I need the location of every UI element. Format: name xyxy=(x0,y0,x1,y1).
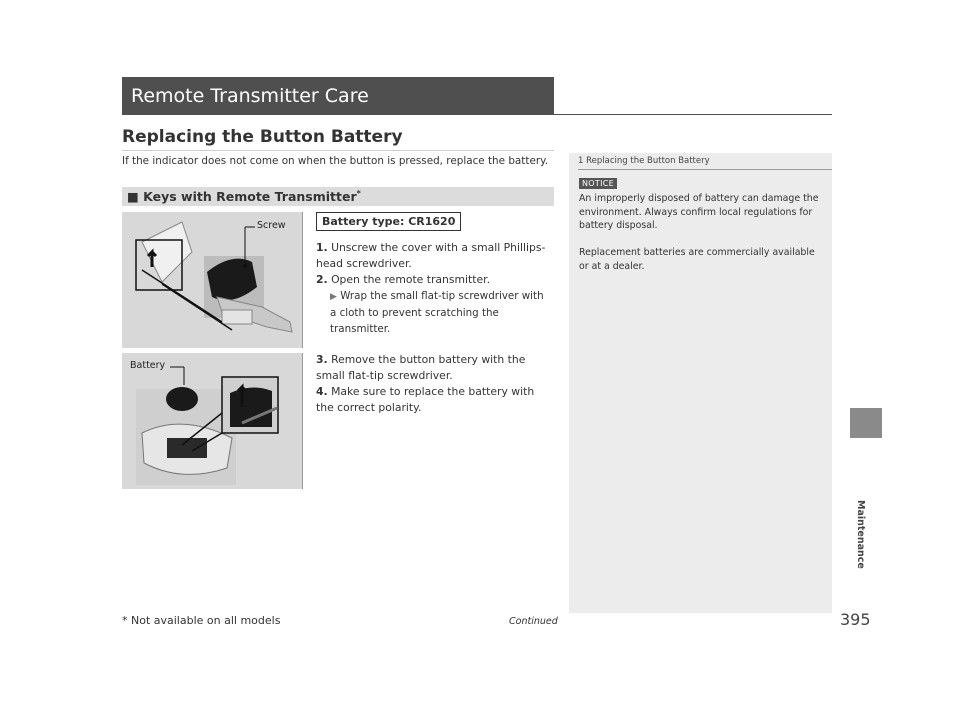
step-text: Remove the button battery with the small flat-tip screwdriver. xyxy=(316,353,526,382)
keys-heading-label: Keys with Remote Transmitter xyxy=(143,189,357,205)
key-cover-illustration xyxy=(122,212,303,348)
reference-icon: 1 xyxy=(578,156,584,166)
continued-label: Continued xyxy=(509,616,558,627)
arrow-icon: ▶ xyxy=(330,292,337,302)
step-1 xyxy=(316,240,554,272)
step-text: Open the remote transmitter. xyxy=(331,273,491,286)
step-4 xyxy=(316,384,554,416)
notice-text: An improperly disposed of battery can damage the environment. Always confirm local regulations for battery disposal. xyxy=(579,193,819,231)
footnote-mark: * xyxy=(356,189,361,198)
step-2 xyxy=(316,272,554,288)
battery-illustration xyxy=(122,353,303,489)
sidebar-note: Replacement batteries are commercially available or at a dealer. xyxy=(579,247,815,272)
step-text: Unscrew the cover with a small Phillips-head screwdriver. xyxy=(316,241,546,270)
keys-heading xyxy=(127,189,361,204)
notice-badge: NOTICE xyxy=(579,178,617,189)
battery-type-box: Battery type: CR1620 xyxy=(316,212,461,231)
step-number: 1. xyxy=(316,241,328,254)
screw-callout: Screw xyxy=(257,220,286,231)
chapter-tab-label: Maintenance xyxy=(855,500,866,569)
intro-text: If the indicator does not come on when the button is pressed, replace the battery. xyxy=(122,155,549,167)
sidebar-reference-label: Replacing the Button Battery xyxy=(586,156,710,166)
step-2-note xyxy=(330,288,552,337)
step-number: 3. xyxy=(316,353,328,366)
banner-line xyxy=(554,114,832,115)
step-number: 4. xyxy=(316,385,328,398)
step-3 xyxy=(316,352,554,384)
heading-square-icon: ■ xyxy=(127,189,139,205)
section-title: Remote Transmitter Care xyxy=(131,85,369,107)
step-text: Make sure to replace the battery with the correct polarity. xyxy=(316,385,535,414)
step-note-text: Wrap the small flat-tip screwdriver with a cloth to prevent scratching the transmitter. xyxy=(330,290,544,335)
battery-callout: Battery xyxy=(130,360,166,371)
sidebar-rule xyxy=(578,169,832,170)
page-number: 395 xyxy=(840,610,871,629)
sidebar-reference xyxy=(578,156,710,166)
footnote: * Not available on all models xyxy=(122,614,281,627)
step-number: 2. xyxy=(316,273,328,286)
subsection-title: Replacing the Button Battery xyxy=(122,127,403,147)
chapter-tab xyxy=(850,408,882,438)
subsection-rule xyxy=(122,150,554,151)
